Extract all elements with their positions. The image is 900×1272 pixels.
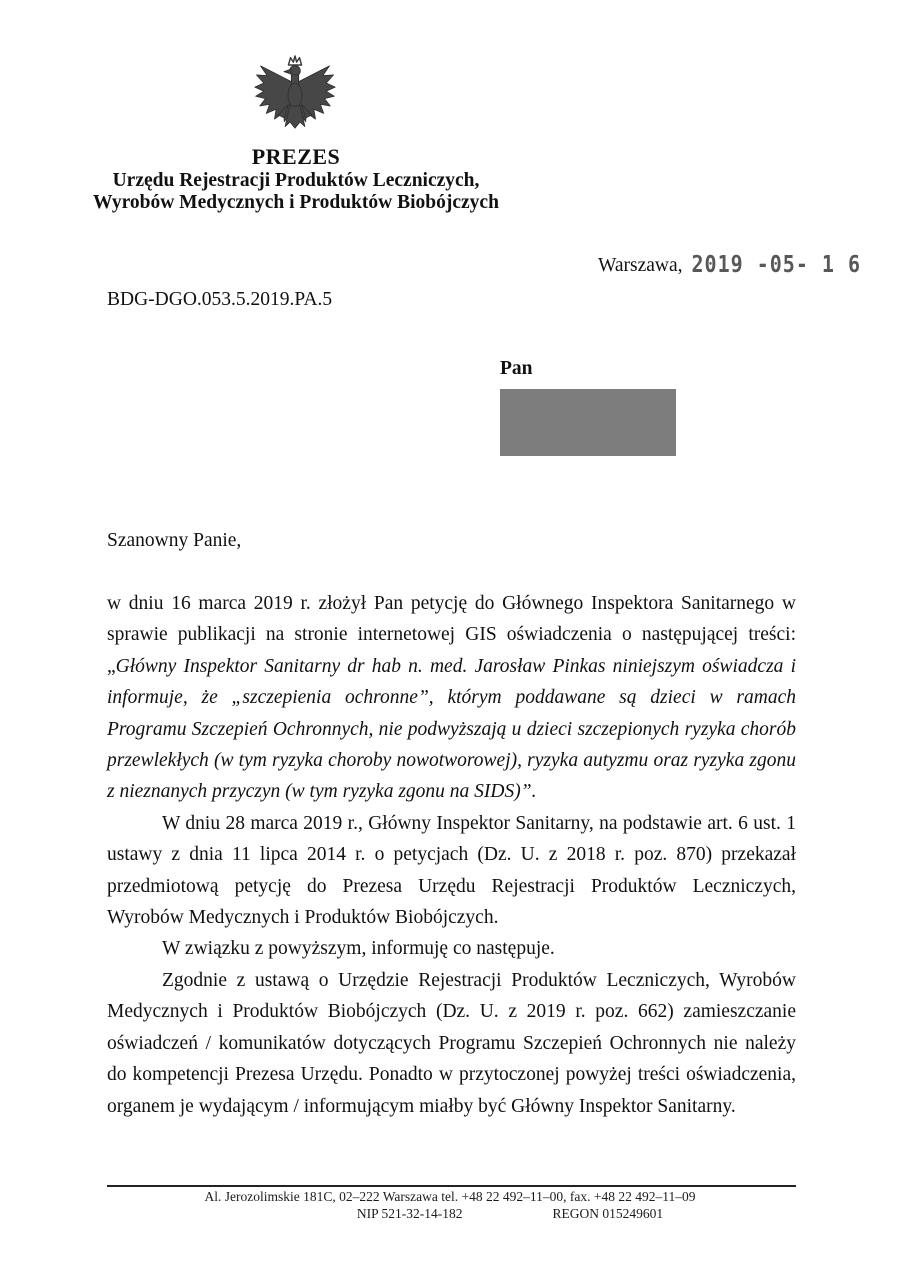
paragraph-1-text: w dniu 16 marca 2019 r. złożył Pan petycję do Głównego Inspektora Sanitarnego w sprawie publikacji na stronie internetowej GIS oświadczenia o następującej treści: „	[107, 593, 796, 677]
reference-number: BDG-DGO.053.5.2019.PA.5	[107, 289, 333, 310]
place-label: Warszawa,	[598, 255, 683, 276]
footer-nip: NIP 521-32-14-182	[356, 1206, 463, 1221]
dateline	[598, 252, 861, 277]
recipient-block	[500, 358, 676, 456]
body-paragraph-1	[107, 588, 796, 808]
recipient-title: Pan	[500, 358, 533, 379]
polish-eagle-icon	[254, 54, 336, 140]
office-title: PREZES	[251, 144, 341, 169]
body-paragraph-2: W dniu 28 marca 2019 r., Główny Inspektor Sanitarny, na podstawie art. 6 ust. 1 ustawy z dnia 11 lipca 2014 r. o petycjach (Dz. U. z 2018 r. poz. 870) przekazał przedmiotową petycję do Prezesa Urzędu Rejestracji Produktów Leczniczych, Wyrobów Medycznych i Produktów Biobójczych.	[107, 812, 796, 929]
letter-body	[107, 588, 796, 1122]
office-name-line2: Wyrobów Medycznych i Produktów Biobójczych	[93, 192, 499, 213]
date-stamp: 2019 -05- 1 6	[691, 250, 862, 278]
body-paragraph-4: Zgodnie z ustawą o Urzędzie Rejestracji Produktów Leczniczych, Wyrobów Medycznych i Produktów Biobójczych (Dz. U. z 2019 r. poz. 662) zamieszczanie oświadczeń / komunikatów dotyczących Programu Szczepień Ochronnych nie należy do kompetencji Prezesa Urzędu. Ponadto w przytoczonej powyżej treści oświadczenia, organem je wydającym / informującym miałby być Główny Inspektor Sanitarny.	[107, 969, 796, 1117]
footer-address: Al. Jerozolimskie 181C, 02–222 Warszawa tel. +48 22 492–11–00, fax. +48 22 492–11–09	[204, 1189, 696, 1204]
footer-regon: REGON 015249601	[552, 1206, 664, 1221]
letterhead	[56, 144, 536, 214]
footer-registry-numbers	[0, 1206, 900, 1222]
footer-divider	[107, 1185, 796, 1187]
greeting: Szanowny Panie,	[107, 530, 242, 551]
body-paragraph-3: W związku z powyższym, informuję co następuje.	[162, 938, 555, 960]
redacted-recipient-name	[500, 389, 676, 456]
paragraph-1-quoted-statement: Główny Inspektor Sanitarny dr hab n. med. Jarosław Pinkas niniejszym oświadcza i informuje, że „szczepienia ochronne”, którym poddawane są dzieci w ramach Programu Szczepień Ochronnych, nie podwyższają u dzieci szczepionych ryzyka chorób przewlekłych (w tym ryzyka choroby nowotworowej), ryzyka autyzmu oraz ryzyka zgonu z nieznanych przyczyn (w tym ryzyka zgonu na SIDS)”.	[107, 655, 796, 803]
office-name-line1: Urzędu Rejestracji Produktów Leczniczych,	[112, 170, 480, 191]
